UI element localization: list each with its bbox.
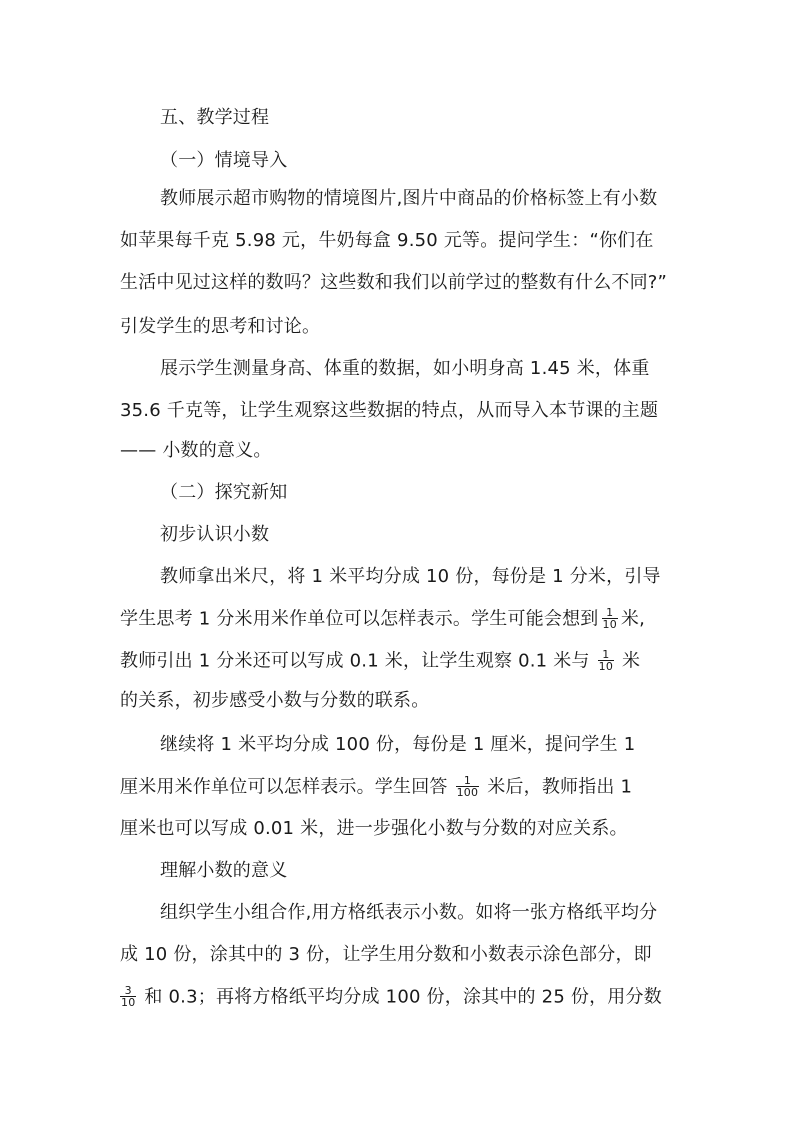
fraction-one-tenth: [598, 649, 614, 672]
text-segment: 米: [622, 650, 641, 672]
fraction-numerator: 1: [602, 607, 618, 619]
paragraph-line: 组织学生小组合作,用方格纸表示小数。如将一张方格纸平均分: [160, 902, 658, 923]
paragraph-line: —— 小数的意义。: [120, 440, 272, 461]
subheading-intro: （一）情境导入: [160, 150, 288, 171]
fraction-numerator: 1: [598, 649, 614, 661]
topic-heading: 理解小数的意义: [160, 860, 288, 881]
paragraph-line: 35.6 千克等，让学生观察这些数据的特点，从而导入本节课的主题: [120, 400, 659, 421]
fraction-denominator: 10: [602, 618, 617, 631]
paragraph-line: 如苹果每千克 5.98 元，牛奶每盒 9.50 元等。提问学生：“你们在: [120, 230, 654, 251]
paragraph-line: 教师拿出米尺，将 1 米平均分成 10 份，每份是 1 分米，引导: [160, 566, 661, 587]
paragraph-line: 教师展示超市购物的情境图片,图片中商品的价格标签上有小数: [160, 188, 658, 209]
fraction-one-tenth: [602, 607, 618, 630]
text-segment: 和 0.3；再将方格纸平均分成 100 份，涂其中的 25 份，用分数: [144, 986, 662, 1008]
fraction-denominator: 100: [456, 786, 479, 799]
text-segment: 米后，教师指出 1: [487, 776, 633, 798]
paragraph-line: 引发学生的思考和讨论。: [120, 316, 321, 337]
paragraph-line: 厘米也可以写成 0.01 米，进一步强化小数与分数的对应关系。: [120, 818, 628, 839]
paragraph-line: [120, 776, 632, 799]
paragraph-line: 成 10 份，涂其中的 3 份，让学生用分数和小数表示涂色部分，即: [120, 944, 652, 965]
fraction-denominator: 10: [598, 660, 614, 673]
paragraph-line: 继续将 1 米平均分成 100 份，每份是 1 厘米，提问学生 1: [160, 734, 636, 755]
section-heading: 五、教学过程: [160, 107, 270, 128]
fraction-three-tenths: [120, 985, 136, 1008]
fraction-numerator: 1: [456, 775, 480, 787]
paragraph-line: [120, 986, 662, 1009]
paragraph-line: 的关系，初步感受小数与分数的联系。: [120, 690, 430, 711]
subheading-explore: （二）探究新知: [160, 482, 288, 503]
fraction-one-hundredth: [456, 775, 480, 798]
paragraph-line: 生活中见过这样的数吗？这些数和我们以前学过的整数有什么不同?”: [120, 272, 668, 293]
paragraph-line: [120, 608, 645, 631]
text-segment: 米,: [620, 608, 646, 630]
paragraph-line: 展示学生测量身高、体重的数据，如小明身高 1.45 米，体重: [160, 358, 650, 379]
topic-heading: 初步认识小数: [160, 524, 270, 545]
text-segment: 学生思考 1 分米用米作单位可以怎样表示。学生可能会想到: [120, 608, 599, 630]
paragraph-line: [120, 650, 640, 673]
fraction-denominator: 10: [121, 996, 136, 1009]
text-segment: 教师引出 1 分米还可以写成 0.1 米，让学生观察 0.1 米与: [120, 650, 590, 672]
fraction-numerator: 3: [120, 985, 136, 997]
text-segment: 厘米用米作单位可以怎样表示。学生回答: [120, 776, 448, 798]
